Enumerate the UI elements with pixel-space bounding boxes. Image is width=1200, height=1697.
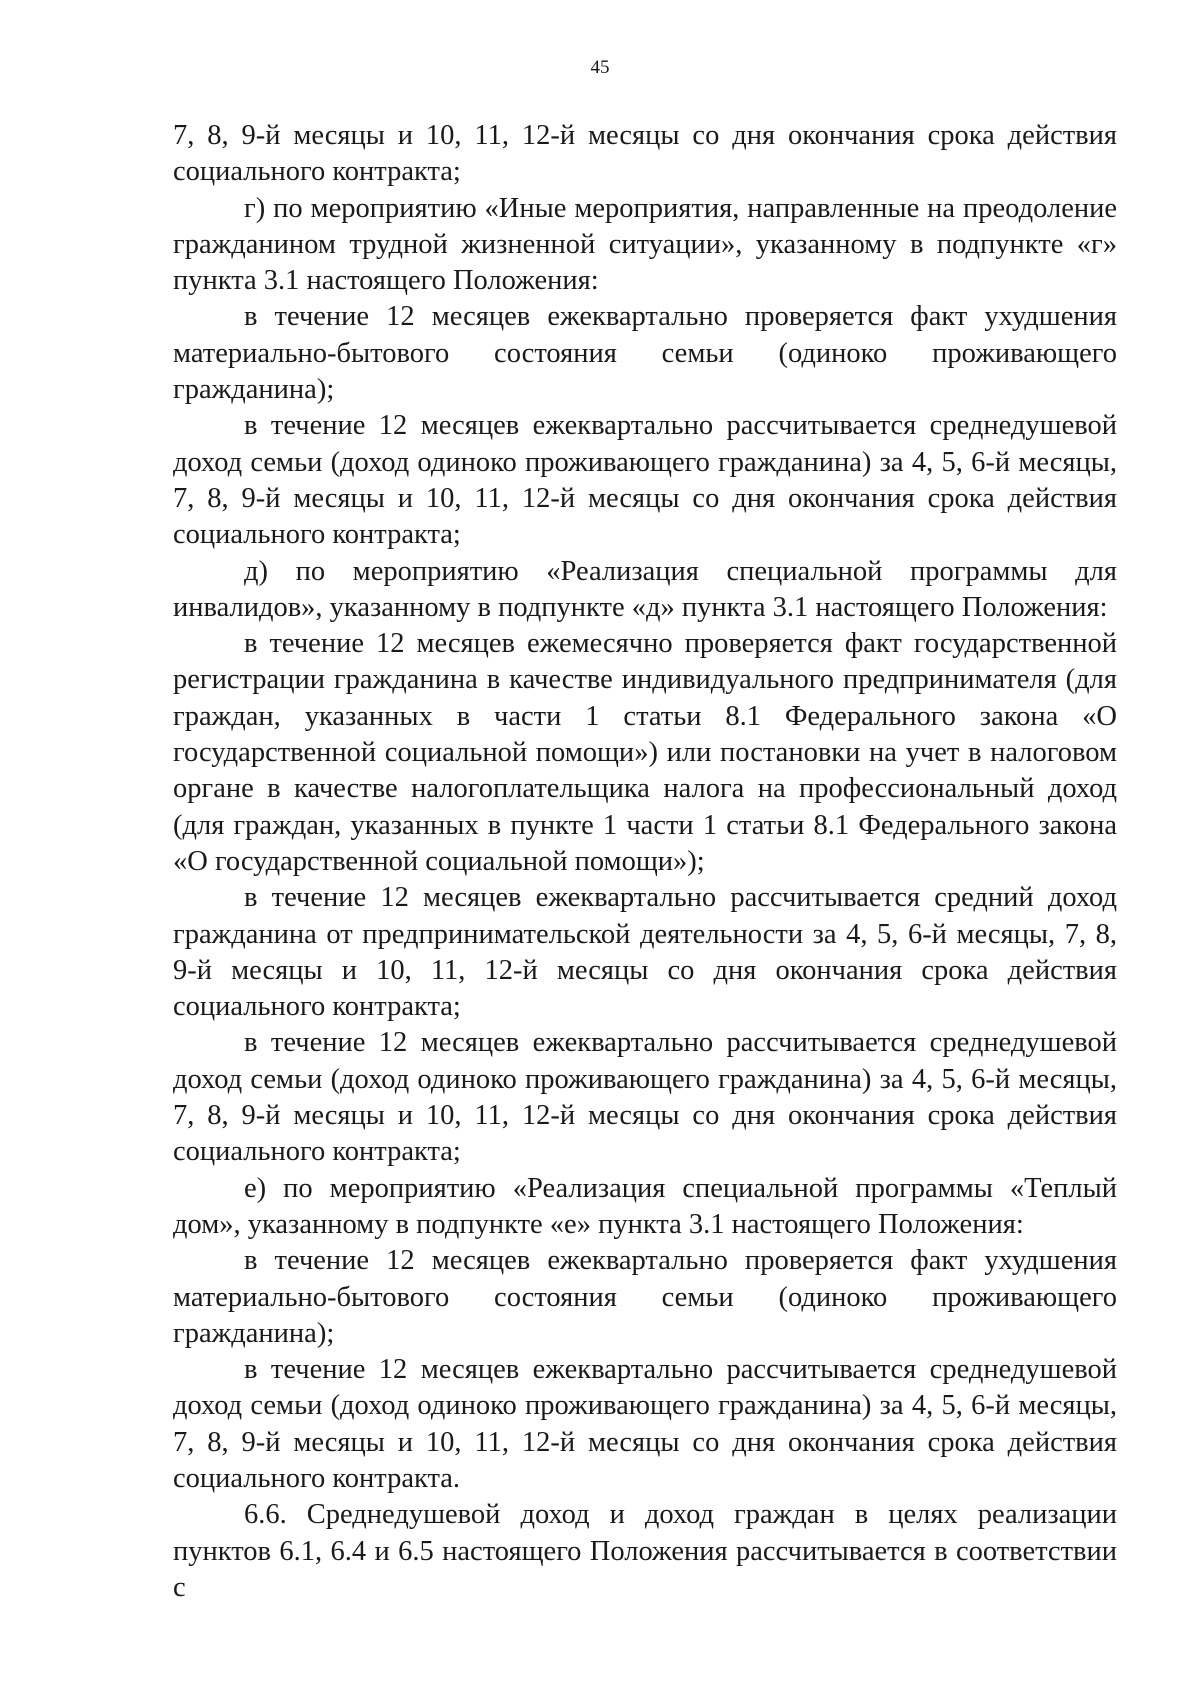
- page-number: 45: [590, 57, 610, 78]
- paragraph-average-income: в течение 12 месяцев ежеквартально рассчитывается среднедушевой доход семьи (доход одиноко проживающего гражданина) за 4, 5, 6-й месяцы, 7, 8, 9-й месяцы и 10, 11, 12-й месяцы со дня окончания срока действия социального контракта.: [173, 1354, 1117, 1494]
- paragraph-continuation: 7, 8, 9-й месяцы и 10, 11, 12-й месяцы со дня окончания срока действия социального контракта;: [173, 120, 1117, 188]
- paragraph-average-income: в течение 12 месяцев ежеквартально рассчитывается среднедушевой доход семьи (доход одиноко проживающего гражданина) за 4, 5, 6-й месяцы, 7, 8, 9-й месяцы и 10, 11, 12-й месяцы со дня окончания срока действия социального контракта;: [173, 1027, 1117, 1168]
- paragraph-average-income: в течение 12 месяцев ежеквартально рассчитывается среднедушевой доход семьи (доход одиноко проживающего гражданина) за 4, 5, 6-й месяцы, 7, 8, 9-й месяцы и 10, 11, 12-й месяцы со дня окончания срока действия социального контракта;: [173, 410, 1117, 551]
- paragraph-item-d: д) по мероприятию «Реализация специальной программы для инвалидов», указанному в подпункте «д» пункта 3.1 настоящего Положения:: [173, 555, 1117, 623]
- paragraph-check-living-conditions: в течение 12 месяцев ежеквартально проверяется факт ухудшения материально-бытового состояния семьи (одиноко проживающего гражданина);: [173, 1245, 1117, 1349]
- paragraph-check-living-conditions: в течение 12 месяцев ежеквартально проверяется факт ухудшения материально-бытового состояния семьи (одиноко проживающего гражданина);: [173, 301, 1117, 406]
- paragraph-section-6-6: 6.6. Среднедушевой доход и доход граждан в целях реализации пунктов 6.1, 6.4 и 6.5 настоящего Положения рассчитывается в соответствии с: [173, 1499, 1117, 1603]
- paragraph-item-g: г) по мероприятию «Иные мероприятия, направленные на преодоление гражданином трудной жизненной ситуации», указанному в подпункте «г» пункта 3.1 настоящего Положения:: [173, 192, 1117, 297]
- paragraph-check-registration: в течение 12 месяцев ежемесячно проверяется факт государственной регистрации гражданина в качестве индивидуального предпринимателя (для граждан, указанных в части 1 статьи 8.1 Федерального закона «О государственной социальной помощи») или постановки на учет в налоговом органе в качестве налогоплательщика налога на профессиональный доход (для граждан, указанных в пункте 1 части 1 статьи 8.1 Федерального закона «О государственной социальной помощи»);: [173, 628, 1117, 877]
- paragraph-item-e: е) по мероприятию «Реализация специальной программы «Теплый дом», указанному в подпункте «е» пункта 3.1 настоящего Положения:: [173, 1172, 1117, 1240]
- document-body: [173, 118, 1117, 1606]
- paragraph-business-income: в течение 12 месяцев ежеквартально рассчитывается средний доход гражданина от предпринимательской деятельности за 4, 5, 6-й месяцы, 7, 8, 9-й месяцы и 10, 11, 12-й месяцы со дня окончания срока действия социального контракта;: [173, 882, 1117, 1023]
